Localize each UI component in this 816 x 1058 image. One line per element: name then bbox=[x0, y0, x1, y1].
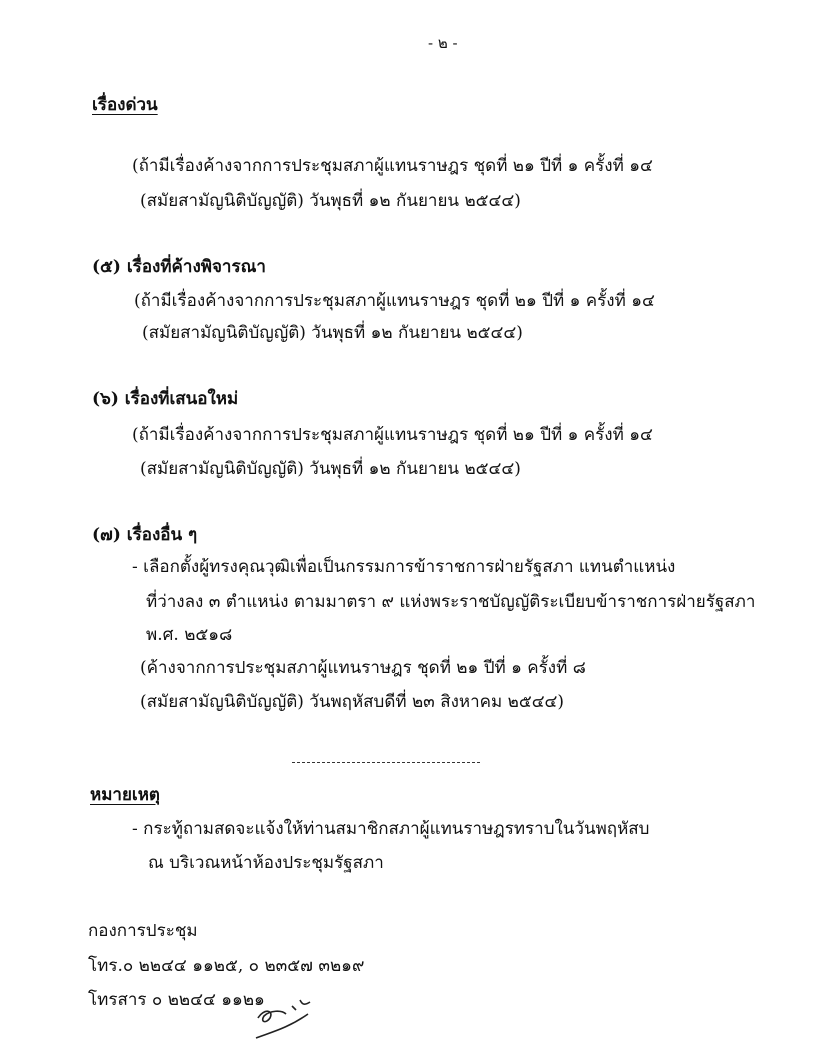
note-line-2: ณ บริเวณหน้าห้องประชุมรัฐสภา bbox=[148, 853, 384, 873]
note-heading: หมายเหตุ bbox=[90, 785, 160, 805]
other-bullet-1-cont-1: ที่ว่างลง ๓ ตำแหน่ง ตามมาตรา ๙ แห่งพระราชบัญญัติระเบียบข้าราชการฝ่ายรัฐสภา bbox=[146, 592, 756, 612]
new-matters-line-2: (สมัยสามัญนิติบัญญัติ) วันพุธที่ ๑๒ กันยายน ๒๕๔๔) bbox=[140, 459, 521, 479]
other-bullet-1: - เลือกตั้งผู้ทรงคุณวุฒิเพื่อเป็นกรรมการข้าราชการฝ่ายรัฐสภา แทนตำแหน่ง bbox=[132, 557, 676, 577]
section-divider bbox=[292, 762, 480, 763]
footer-phone: โทร.๐ ๒๒๔๔ ๑๑๒๕, ๐ ๒๓๕๗ ๓๒๑๙ bbox=[88, 956, 365, 976]
other-line-1: (ค้างจากการประชุมสภาผู้แทนราษฎร ชุดที่ ๒๑ ปีที่ ๑ ครั้งที่ ๘ bbox=[140, 658, 586, 678]
handwritten-initials-icon bbox=[252, 988, 316, 1042]
page-number: - ๒ - bbox=[428, 34, 458, 52]
pending-line-1: (ถ้ามีเรื่องค้างจากการประชุมสภาผู้แทนราษฎร ชุดที่ ๒๑ ปีที่ ๑ ครั้งที่ ๑๔ bbox=[134, 291, 655, 311]
pending-heading: (๕) เรื่องที่ค้างพิจารณา bbox=[92, 257, 266, 277]
footer-office: กองการประชุม bbox=[88, 921, 198, 941]
new-matters-line-1: (ถ้ามีเรื่องค้างจากการประชุมสภาผู้แทนราษฎร ชุดที่ ๒๑ ปีที่ ๑ ครั้งที่ ๑๔ bbox=[132, 425, 653, 445]
new-matters-heading: (๖) เรื่องที่เสนอใหม่ bbox=[92, 389, 239, 409]
note-line-1: - กระทู้ถามสดจะแจ้งให้ท่านสมาชิกสภาผู้แทนราษฎรทราบในวันพฤหัสบ bbox=[132, 819, 650, 839]
footer-fax: โทรสาร ๐ ๒๒๔๔ ๑๑๒๑ bbox=[88, 990, 265, 1010]
other-line-2: (สมัยสามัญนิติบัญญัติ) วันพฤหัสบดีที่ ๒๓ สิงหาคม ๒๕๔๔) bbox=[140, 692, 565, 712]
urgent-line-2: (สมัยสามัญนิติบัญญัติ) วันพุธที่ ๑๒ กันยายน ๒๕๔๔) bbox=[140, 191, 521, 211]
other-bullet-1-cont-2: พ.ศ. ๒๕๑๘ bbox=[146, 625, 233, 645]
urgent-line-1: (ถ้ามีเรื่องค้างจากการประชุมสภาผู้แทนราษฎร ชุดที่ ๒๑ ปีที่ ๑ ครั้งที่ ๑๔ bbox=[132, 156, 653, 176]
pending-line-2: (สมัยสามัญนิติบัญญัติ) วันพุธที่ ๑๒ กันยายน ๒๕๔๔) bbox=[142, 323, 523, 343]
other-heading: (๗) เรื่องอื่น ๆ bbox=[92, 525, 198, 545]
urgent-heading: เรื่องด่วน bbox=[92, 95, 158, 115]
